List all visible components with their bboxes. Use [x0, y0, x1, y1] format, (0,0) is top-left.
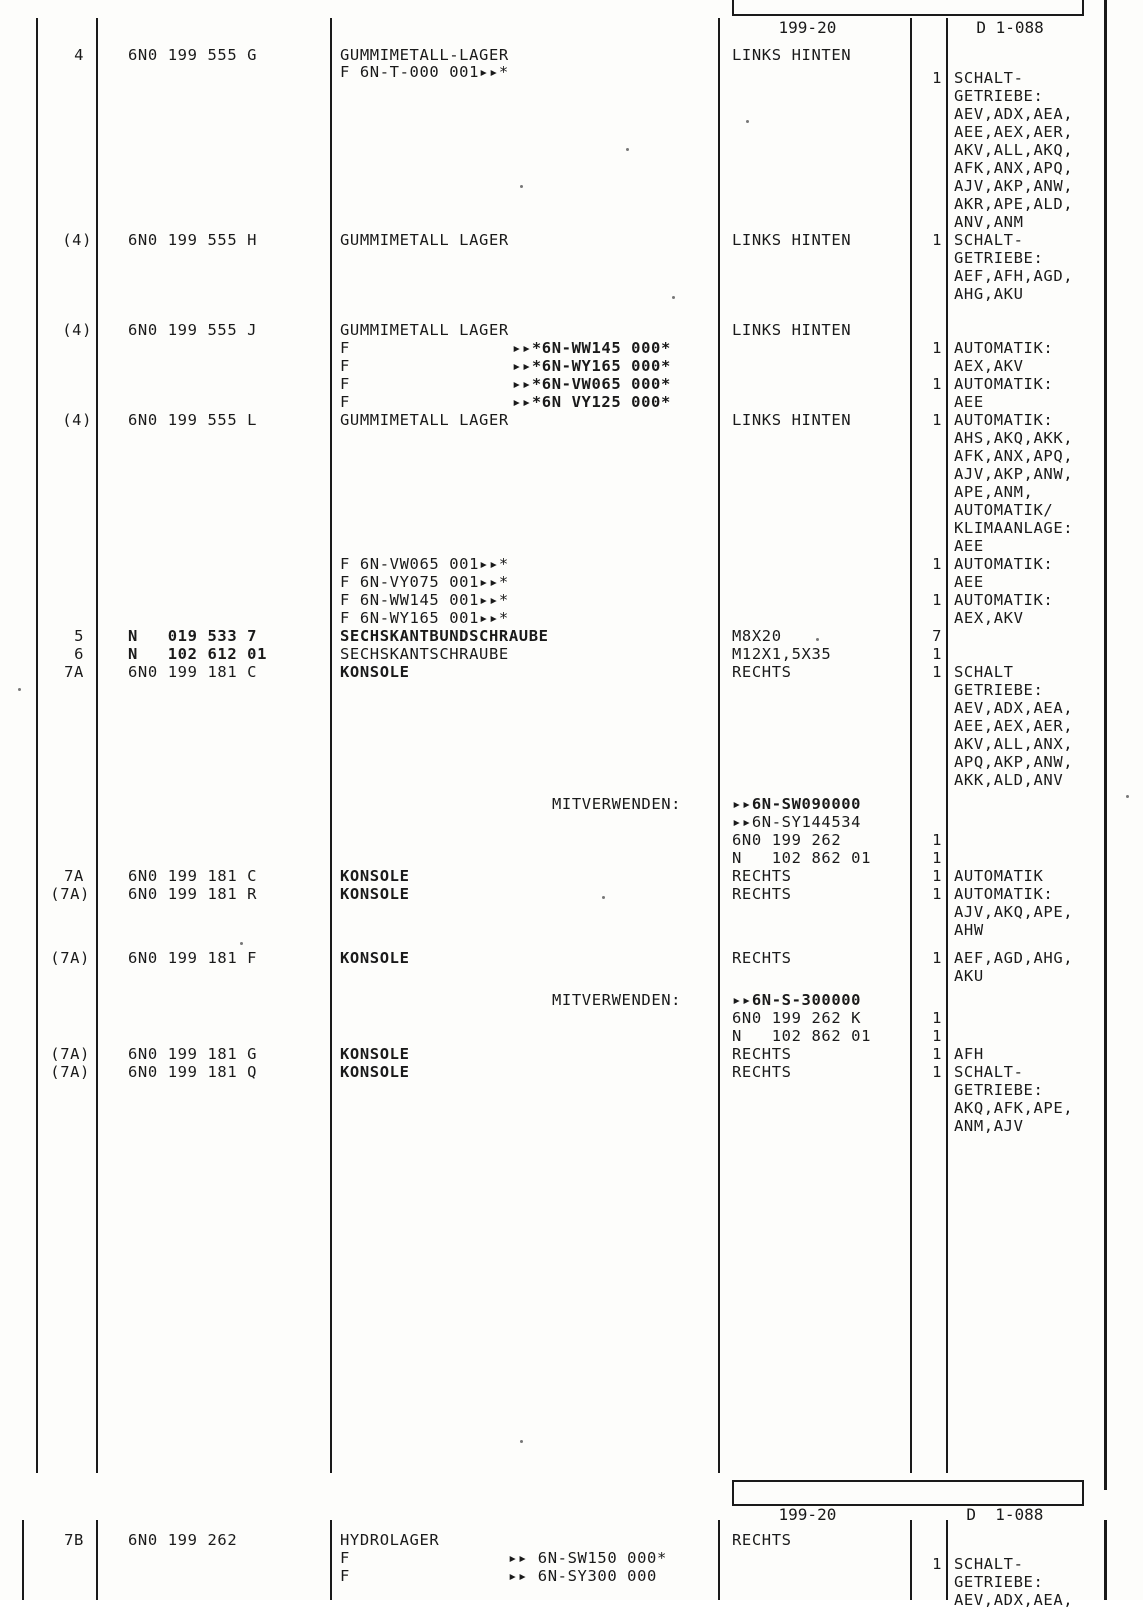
part-sub-line: F 6N-VW065 001▸▸*	[340, 555, 509, 573]
part-sub-line: F	[340, 375, 350, 393]
part-qty: 1	[932, 949, 942, 967]
note-line: AEV,ADX,AEA,	[954, 105, 1074, 123]
col-rule-left	[36, 18, 38, 1473]
note-line: APE,ANM,	[954, 483, 1034, 501]
part-name: SECHSKANTBUNDSCHRAUBE	[340, 627, 549, 645]
mitverwenden-item: ▸▸6N-SW090000	[732, 795, 862, 813]
part-qty: 1	[932, 645, 942, 663]
pos-cell: 5	[74, 627, 84, 645]
note-line: AEE	[954, 393, 984, 411]
scan-speck	[520, 1440, 523, 1443]
part-name: HYDROLAGER	[340, 1531, 440, 1549]
part-remark: RECHTS	[732, 1045, 792, 1063]
next-rule-pos	[96, 1520, 98, 1600]
part-remark: RECHTS	[732, 663, 792, 681]
note-line: AFK,ANX,APQ,	[954, 159, 1074, 177]
note-line: AKU	[954, 967, 984, 985]
mitverwenden-item: 6N0 199 262 K	[732, 1009, 862, 1027]
part-qty: 1	[932, 411, 942, 429]
part-sub-line: F	[340, 1567, 350, 1585]
pos-cell: (7A)	[50, 949, 90, 967]
part-number: N 019 533 7	[128, 627, 258, 645]
note-line: AHW	[954, 921, 984, 939]
part-name: GUMMIMETALL LAGER	[340, 321, 509, 339]
part-name: KONSOLE	[340, 1063, 410, 1081]
scan-speck	[602, 896, 605, 899]
note-line: GETRIEBE:	[954, 1573, 1044, 1591]
top-header-section: 199-20	[778, 18, 837, 37]
part-remark: LINKS HINTEN	[732, 231, 852, 249]
footer-header-section: 199-20	[778, 1505, 837, 1524]
note-line: AKK,ALD,ANV	[954, 771, 1064, 789]
scan-speck	[18, 688, 21, 691]
note-line: ANM,AJV	[954, 1117, 1024, 1135]
note-line: AKV,ALL,ANX,	[954, 735, 1074, 753]
note-line: AUTOMATIK:	[954, 555, 1054, 573]
part-qty: 1	[932, 867, 942, 885]
note-line: SCHALT-	[954, 1063, 1024, 1081]
scan-speck	[746, 120, 749, 123]
col-rule-part	[330, 18, 332, 1473]
pos-cell: (4)	[62, 321, 92, 339]
note-line: AJV,AKP,ANW,	[954, 465, 1074, 483]
note-line: AEX,AKV	[954, 357, 1024, 375]
pos-cell: 7B	[64, 1531, 84, 1549]
note-line: AEV,ADX,AEA,	[954, 1591, 1074, 1609]
note-line: APQ,AKP,ANW,	[954, 753, 1074, 771]
col-rule-right	[1104, 0, 1107, 1490]
part-number: 6N0 199 181 G	[128, 1045, 258, 1063]
mitverwenden-label: MITVERWENDEN:	[552, 991, 682, 1009]
part-name: KONSOLE	[340, 663, 410, 681]
pos-cell: 4	[74, 46, 84, 64]
note-line: AEF,AFH,AGD,	[954, 267, 1074, 285]
note-line: AFH	[954, 1045, 984, 1063]
mitverwenden-qty: 1	[932, 831, 942, 849]
mitverwenden-item: ▸▸6N-S-300000	[732, 991, 862, 1009]
part-remark: RECHTS	[732, 867, 792, 885]
scan-speck	[240, 942, 243, 945]
note-line: AEE,AEX,AER,	[954, 717, 1074, 735]
part-name: KONSOLE	[340, 1045, 410, 1063]
pos-cell: (7A)	[50, 1045, 90, 1063]
part-sub-range: ▸▸ 6N-SY300 000	[508, 1567, 657, 1585]
note-line: AUTOMATIK:	[954, 339, 1054, 357]
part-remark: RECHTS	[732, 1063, 792, 1081]
note-line: AFK,ANX,APQ,	[954, 447, 1074, 465]
note-line: GETRIEBE:	[954, 1081, 1044, 1099]
note-line: AKQ,AFK,APE,	[954, 1099, 1074, 1117]
part-remark: RECHTS	[732, 949, 792, 967]
part-number: 6N0 199 555 H	[128, 231, 258, 249]
part-number: 6N0 199 181 C	[128, 663, 258, 681]
next-rule-remark	[910, 1520, 912, 1600]
part-remark: RECHTS	[732, 1531, 792, 1549]
note-line: AEV,ADX,AEA,	[954, 699, 1074, 717]
note-line: GETRIEBE:	[954, 249, 1044, 267]
part-qty: 1	[932, 1555, 942, 1573]
mitverwenden-item: ▸▸6N-SY144534	[732, 813, 862, 831]
note-line: AKR,APE,ALD,	[954, 195, 1074, 213]
part-name: KONSOLE	[340, 885, 410, 903]
mitverwenden-qty: 1	[932, 849, 942, 867]
part-name: SECHSKANTSCHRAUBE	[340, 645, 509, 663]
part-sub-line: F 6N-WW145 001▸▸*	[340, 591, 509, 609]
part-sub-range: ▸▸*6N-WW145 000*	[512, 339, 671, 357]
part-remark: M8X20	[732, 627, 782, 645]
next-rule-name	[718, 1520, 720, 1600]
note-line: AEX,AKV	[954, 609, 1024, 627]
mitverwenden-label: MITVERWENDEN:	[552, 795, 682, 813]
pos-cell: 7A	[64, 663, 84, 681]
note-line: AEE	[954, 537, 984, 555]
part-number: 6N0 199 555 L	[128, 411, 258, 429]
scan-speck	[816, 638, 819, 641]
note-line: AUTOMATIK:	[954, 591, 1054, 609]
part-qty: 7	[932, 627, 942, 645]
pos-cell: (7A)	[50, 1063, 90, 1081]
part-qty: 1	[932, 1045, 942, 1063]
col-rule-qty	[946, 18, 948, 1473]
scan-speck	[520, 185, 523, 188]
part-sub-line: F	[340, 339, 350, 357]
note-line: AEE,AEX,AER,	[954, 123, 1074, 141]
pos-cell: 6	[74, 645, 84, 663]
part-name: KONSOLE	[340, 949, 410, 967]
note-line: GETRIEBE:	[954, 681, 1044, 699]
pos-cell: (4)	[62, 411, 92, 429]
part-number: N 102 612 01	[128, 645, 268, 663]
note-line: AEF,AGD,AHG,	[954, 949, 1074, 967]
part-name: KONSOLE	[340, 867, 410, 885]
mitverwenden-qty: 1	[932, 1027, 942, 1045]
part-name: GUMMIMETALL LAGER	[340, 411, 509, 429]
part-qty: 1	[932, 339, 942, 357]
part-number: 6N0 199 262	[128, 1531, 238, 1549]
part-qty: 1	[932, 1063, 942, 1081]
part-remark: LINKS HINTEN	[732, 46, 852, 64]
part-number: 6N0 199 181 C	[128, 867, 258, 885]
part-remark: LINKS HINTEN	[732, 321, 852, 339]
col-rule-remark	[910, 18, 912, 1473]
scan-speck	[626, 148, 629, 151]
part-sub-line: F	[340, 357, 350, 375]
note-line: AUTOMATIK:	[954, 375, 1054, 393]
part-qty: 1	[932, 885, 942, 903]
part-remark: LINKS HINTEN	[732, 411, 852, 429]
part-sub-line: F	[340, 1549, 350, 1567]
note-line: KLIMAANLAGE:	[954, 519, 1074, 537]
part-qty: 1	[932, 375, 942, 393]
top-header-page-ref: D 1-088	[976, 18, 1044, 37]
part-qty: 1	[932, 663, 942, 681]
part-qty: 1	[932, 591, 942, 609]
pos-cell: (4)	[62, 231, 92, 249]
note-line: AEE	[954, 573, 984, 591]
scan-speck	[1126, 795, 1129, 798]
part-sub-range: ▸▸*6N-WY165 000*	[512, 357, 671, 375]
note-line: AUTOMATIK/	[954, 501, 1054, 519]
part-sub-line: F 6N-T-000 001▸▸*	[340, 63, 509, 81]
note-line: AUTOMATIK:	[954, 411, 1054, 429]
note-line: SCHALT-	[954, 231, 1024, 249]
note-line: SCHALT-	[954, 69, 1024, 87]
part-sub-range: ▸▸*6N-VW065 000*	[512, 375, 671, 393]
next-rule-part	[330, 1520, 332, 1600]
note-line: GETRIEBE:	[954, 87, 1044, 105]
scan-speck	[672, 296, 675, 299]
note-line: AHS,AKQ,AKK,	[954, 429, 1074, 447]
top-header-box	[732, 0, 1084, 37]
note-line: AKV,ALL,AKQ,	[954, 141, 1074, 159]
note-line: AHG,AKU	[954, 285, 1024, 303]
note-line: ANV,ANM	[954, 213, 1024, 231]
part-sub-line: F	[340, 393, 350, 411]
note-line: SCHALT-	[954, 1555, 1024, 1573]
part-sub-range: ▸▸*6N VY125 000*	[512, 393, 671, 411]
part-qty: 1	[932, 231, 942, 249]
next-rule-qty	[946, 1520, 948, 1600]
mitverwenden-item: N 102 862 01	[732, 849, 872, 867]
pos-cell: 7A	[64, 867, 84, 885]
note-line: AUTOMATIK	[954, 867, 1044, 885]
note-line: AJV,AKQ,APE,	[954, 903, 1074, 921]
note-line: AUTOMATIK:	[954, 885, 1054, 903]
part-number: 6N0 199 181 F	[128, 949, 258, 967]
part-number: 6N0 199 555 J	[128, 321, 258, 339]
pos-cell: (7A)	[50, 885, 90, 903]
part-sub-line: F 6N-VY075 001▸▸*	[340, 573, 509, 591]
mitverwenden-item: 6N0 199 262	[732, 831, 842, 849]
next-rule-left	[22, 1520, 24, 1600]
col-rule-pos	[96, 18, 98, 1473]
col-rule-name	[718, 18, 720, 1473]
part-qty: 1	[932, 69, 942, 87]
mitverwenden-item: N 102 862 01	[732, 1027, 872, 1045]
part-name: GUMMIMETALL LAGER	[340, 231, 509, 249]
footer-header-page-ref: D 1-088	[966, 1505, 1044, 1524]
part-number: 6N0 199 555 G	[128, 46, 258, 64]
footer-header-box	[732, 1480, 1084, 1524]
part-qty: 1	[932, 555, 942, 573]
part-sub-line: F 6N-WY165 001▸▸*	[340, 609, 509, 627]
part-sub-range: ▸▸ 6N-SW150 000*	[508, 1549, 667, 1567]
part-remark: M12X1,5X35	[732, 645, 832, 663]
part-number: 6N0 199 181 R	[128, 885, 258, 903]
part-number: 6N0 199 181 Q	[128, 1063, 258, 1081]
next-rule-right	[1104, 1520, 1107, 1600]
part-name: GUMMIMETALL-LAGER	[340, 46, 509, 64]
mitverwenden-qty: 1	[932, 1009, 942, 1027]
note-line: SCHALT	[954, 663, 1014, 681]
note-line: AJV,AKP,ANW,	[954, 177, 1074, 195]
part-remark: RECHTS	[732, 885, 792, 903]
